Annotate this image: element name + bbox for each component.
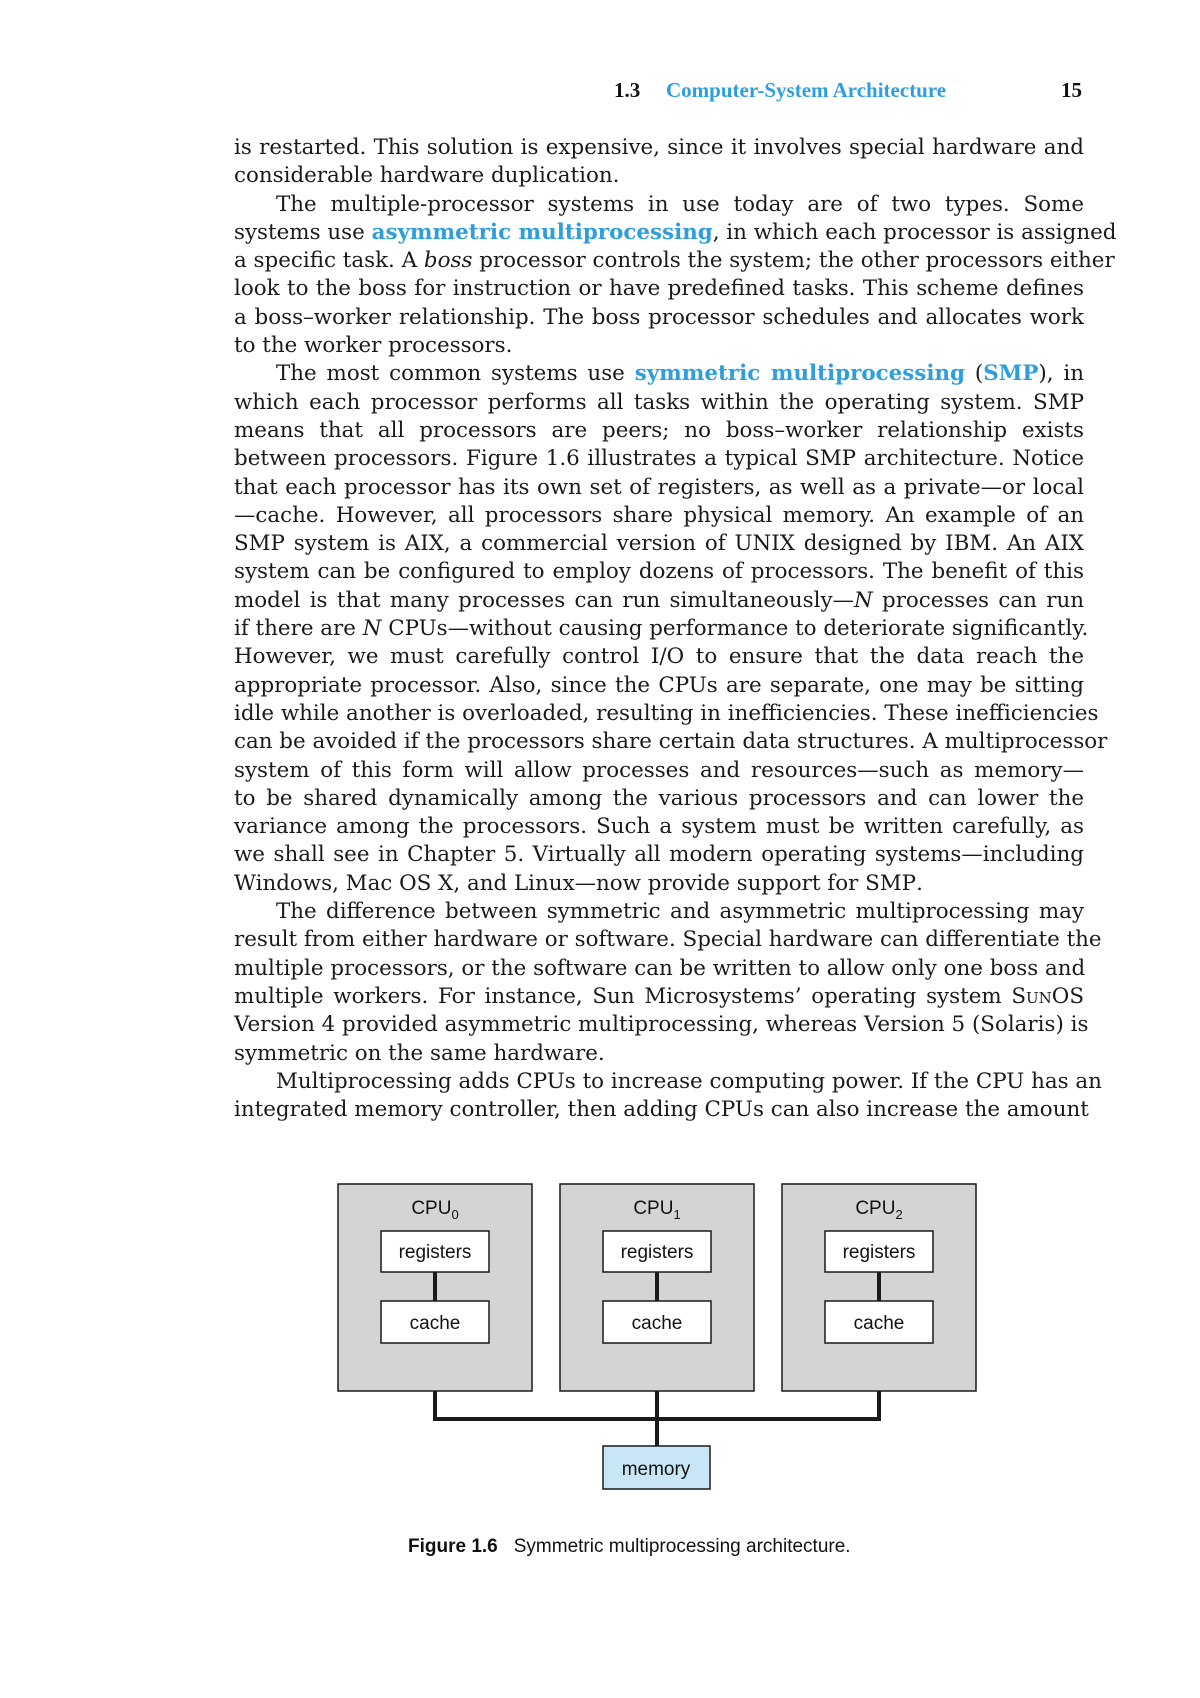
text-run: multiple workers. For instance, Sun Microsystems’ operating system bbox=[234, 983, 1012, 1009]
acronym: CPU bbox=[704, 1097, 753, 1123]
emphasis: N bbox=[362, 616, 382, 642]
text-line bbox=[234, 275, 1084, 303]
figure-smp-architecture bbox=[0, 1180, 1200, 1580]
text-run: idle while another is overloaded, resulting in inefficiencies. These inefficiencies bbox=[234, 700, 1099, 726]
acronym: AIX bbox=[404, 531, 444, 557]
paragraph bbox=[234, 134, 1084, 191]
text-run: variance among the processors. Such a system must be written carefully, as bbox=[234, 814, 1084, 840]
smp-diagram bbox=[0, 1180, 1200, 1540]
key-term: symmetric multiprocessing bbox=[634, 361, 965, 387]
text-run: . An bbox=[991, 531, 1045, 557]
acronym: I/O bbox=[650, 644, 685, 670]
text-run: result from either hardware or software. Special hardware can differentiate the bbox=[234, 927, 1102, 953]
text-run: integrated memory controller, then adding bbox=[234, 1097, 705, 1123]
text-line bbox=[234, 813, 1084, 841]
text-run: is restarted. This solution is expensive, since it involves special hardware and bbox=[234, 135, 1084, 160]
cpu-block-2 bbox=[782, 1184, 976, 1391]
body-text bbox=[234, 134, 1117, 1124]
text-run: can be avoided if the processors share certain data structures. A multiprocessor bbox=[234, 729, 1108, 755]
text-run: . bbox=[916, 870, 923, 896]
text-run: Multiprocessing adds bbox=[276, 1068, 517, 1094]
text-run: s to increase computing power. If the bbox=[564, 1068, 976, 1094]
text-line bbox=[234, 360, 1084, 388]
text-run: if there are bbox=[234, 616, 363, 642]
text-run: symmetric on the same hardware. bbox=[234, 1040, 605, 1066]
text-line bbox=[234, 162, 1084, 190]
text-line bbox=[234, 530, 1084, 558]
text-run: The multiple-processor systems in use today are of two types. Some bbox=[276, 191, 1084, 217]
text-line bbox=[234, 672, 1084, 700]
text-run: a specific task. A bbox=[234, 248, 424, 274]
section-title: Computer-System Architecture bbox=[666, 78, 947, 102]
text-line bbox=[234, 558, 1084, 586]
text-line bbox=[234, 389, 1084, 417]
text-run: between processors. Figure 1.6 illustrates a typical bbox=[234, 446, 806, 472]
figure-caption-label: Figure 1.6 bbox=[408, 1536, 498, 1557]
text-line bbox=[234, 983, 1084, 1011]
figure-caption-text: Symmetric multiprocessing architecture. bbox=[513, 1536, 851, 1557]
text-run: look to the boss for instruction or have predefined tasks. This scheme defines bbox=[234, 276, 1084, 302]
registers-label: registers bbox=[620, 1242, 694, 1263]
page-number: 15 bbox=[1061, 78, 1082, 102]
text-line bbox=[234, 1068, 1102, 1096]
text-line bbox=[234, 926, 1102, 954]
text-run: Version 4 provided asymmetric multiprocessing, whereas Version 5 (Solaris) is bbox=[234, 1012, 1089, 1038]
text-line bbox=[234, 757, 1084, 785]
acronym: IBM bbox=[945, 531, 992, 557]
memory-block bbox=[603, 1446, 710, 1489]
paragraph bbox=[234, 1068, 1102, 1125]
text-run: s can also increase the amount bbox=[752, 1097, 1089, 1123]
text-line bbox=[234, 417, 1084, 445]
cpu-block-1 bbox=[560, 1184, 754, 1391]
acronym: CPU bbox=[388, 616, 437, 642]
text-run: Windows, Mac bbox=[234, 870, 400, 896]
text-line bbox=[234, 304, 1084, 332]
text-run: However, we must carefully control bbox=[234, 644, 651, 670]
emphasis: boss bbox=[423, 248, 473, 274]
registers-label: registers bbox=[398, 1242, 472, 1263]
text-run: multiple processors, or the software can be written to allow only one boss and bbox=[234, 955, 1086, 981]
paragraph bbox=[234, 191, 1117, 361]
acronym: SMP bbox=[805, 446, 857, 472]
text-run: system is bbox=[284, 531, 405, 557]
cache-label: cache bbox=[853, 1313, 905, 1334]
text-line bbox=[234, 445, 1084, 473]
text-run: we shall see in Chapter 5. Virtually all modern operating systems—including bbox=[234, 842, 1084, 868]
text-run: —cache. However, all processors share physical memory. An example of an bbox=[234, 502, 1084, 528]
text-line bbox=[234, 615, 1089, 643]
acronym: SMP bbox=[234, 531, 285, 557]
text-line bbox=[234, 728, 1108, 756]
paragraph bbox=[234, 898, 1102, 1068]
acronym: AIX bbox=[1044, 531, 1085, 557]
text-line bbox=[234, 870, 1084, 898]
section-number: 1.3 bbox=[614, 78, 641, 102]
text-run: that each processor has its own set of registers, as well as a private—or local bbox=[234, 474, 1084, 500]
text-line bbox=[234, 219, 1117, 247]
text-run: processor controls the system; the other processors either bbox=[472, 248, 1115, 274]
cpu-label: $CPU_1$ bbox=[633, 1198, 681, 1222]
cpu-label: $CPU_0$ bbox=[411, 1198, 459, 1222]
text-line bbox=[234, 898, 1084, 926]
text-line bbox=[234, 191, 1084, 219]
text-run: The difference between symmetric and asymmetric multiprocessing may bbox=[276, 899, 1084, 925]
text-run: means that all processors are peers; no boss–worker relationship exists bbox=[234, 417, 1084, 443]
text-line bbox=[234, 502, 1084, 530]
acronym: CPU bbox=[516, 1068, 565, 1094]
text-run: which each processor performs all tasks within the operating system. bbox=[234, 389, 1034, 415]
acronym: SMP bbox=[1033, 389, 1084, 415]
text-run: s—without causing performance to deteriorate significantly. bbox=[436, 616, 1089, 642]
text-line bbox=[234, 1040, 1084, 1068]
running-header bbox=[560, 78, 1082, 108]
text-run: ( bbox=[965, 361, 984, 387]
text-run: , and Linux—now provide support for bbox=[453, 870, 866, 896]
text-run: appropriate processor. Also, since the bbox=[234, 672, 659, 698]
acronym: CPU bbox=[658, 672, 707, 698]
registers-label: registers bbox=[842, 1242, 916, 1263]
text-run: processes can run bbox=[872, 587, 1085, 613]
text-line bbox=[234, 955, 1084, 983]
emphasis: N bbox=[853, 587, 873, 613]
memory-label: memory bbox=[621, 1459, 691, 1480]
text-line bbox=[234, 700, 1099, 728]
text-run: ), in bbox=[1038, 361, 1085, 387]
figure-caption bbox=[408, 1536, 851, 1558]
text-line bbox=[234, 134, 1084, 162]
text-run: to be shared dynamically among the various processors and can lower the bbox=[234, 785, 1084, 811]
text-run: systems use bbox=[234, 219, 372, 245]
acronym: SunOS bbox=[1011, 983, 1084, 1009]
cache-label: cache bbox=[631, 1313, 683, 1334]
text-line bbox=[234, 1011, 1089, 1039]
cache-label: cache bbox=[409, 1313, 461, 1334]
text-line bbox=[234, 247, 1115, 275]
system-bus bbox=[433, 1391, 881, 1446]
cpu-block-0 bbox=[338, 1184, 532, 1391]
text-run: system can be configured to employ dozens of processors. The benefit of this bbox=[234, 559, 1084, 585]
text-run: designed by bbox=[794, 531, 946, 557]
text-line bbox=[234, 587, 1084, 615]
acronym: SMP bbox=[865, 870, 917, 896]
text-run: The most common systems use bbox=[276, 361, 635, 387]
text-line bbox=[234, 332, 1084, 360]
cpu-label: $CPU_2$ bbox=[855, 1198, 903, 1222]
text-run: architecture. Notice bbox=[856, 446, 1084, 472]
text-run: , in which each processor is assigned bbox=[712, 219, 1117, 245]
text-run: , a commercial version of bbox=[443, 531, 735, 557]
text-run: system of this form will allow processes and resources—such as memory— bbox=[234, 757, 1084, 783]
paragraph bbox=[234, 360, 1108, 898]
text-run: to the worker processors. bbox=[234, 333, 513, 359]
text-run: s are separate, one may be sitting bbox=[706, 672, 1084, 698]
text-run: considerable hardware duplication. bbox=[234, 163, 620, 189]
text-run: model is that many processes can run simultaneously— bbox=[234, 587, 854, 613]
text-line bbox=[234, 1096, 1089, 1124]
acronym: UNIX bbox=[734, 531, 795, 557]
text-line bbox=[234, 785, 1084, 813]
key-term: asymmetric multiprocessing bbox=[371, 219, 713, 245]
text-line bbox=[234, 841, 1084, 869]
text-line bbox=[234, 474, 1084, 502]
key-term: SMP bbox=[983, 361, 1039, 387]
acronym: OS X bbox=[399, 870, 454, 896]
text-line bbox=[234, 643, 1084, 671]
acronym: CPU bbox=[975, 1068, 1025, 1094]
text-run: to ensure that the data reach the bbox=[684, 644, 1084, 670]
text-run: has an bbox=[1024, 1068, 1102, 1094]
text-run: a boss–worker relationship. The boss processor schedules and allocates work bbox=[234, 304, 1084, 330]
